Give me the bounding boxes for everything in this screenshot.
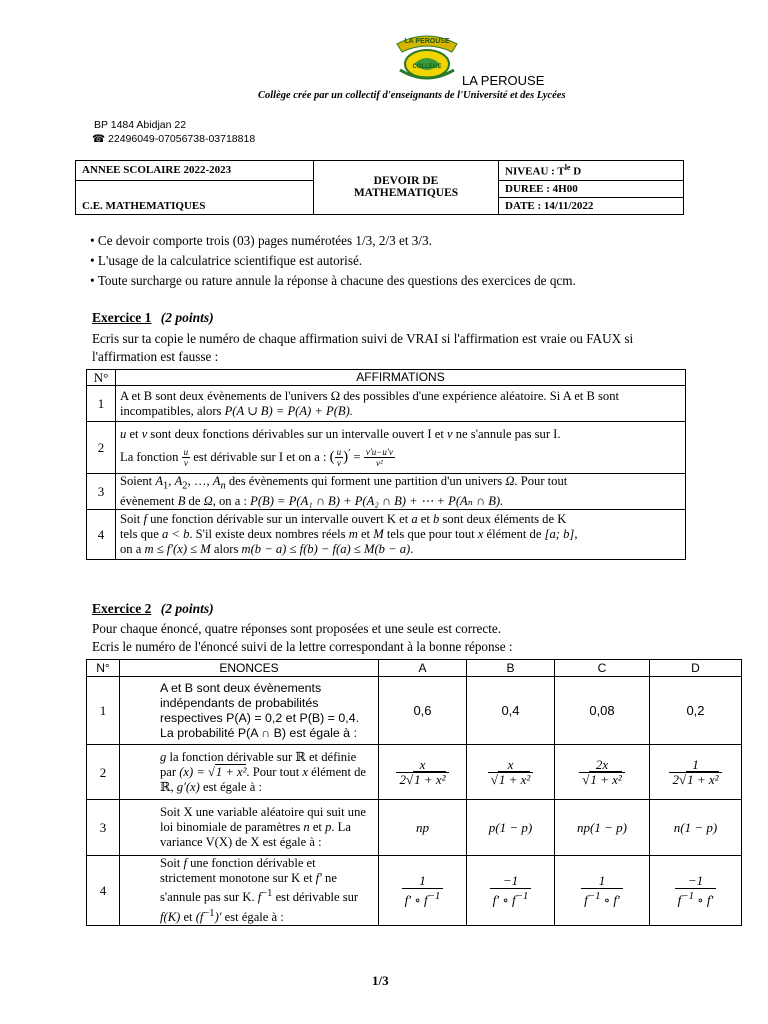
ex1-col-aff: AFFIRMATIONS (116, 370, 686, 386)
ex1-points: (2 points) (160, 310, 214, 325)
ex2-row-2-text: g la fonction dérivable sur ℝ et définie par (x) = √1 + x². Pour tout x élément de ℝ, g′(x) est égale à : (120, 745, 379, 800)
ex2-answer: 0,4 (467, 677, 555, 745)
address: BP 1484 Abidjan 22 (94, 119, 187, 131)
ex2-answer: p(1 − p) (467, 800, 555, 856)
ex2-answer: $\frac{-1}{f' \circ f^{-1}}$ (467, 856, 555, 926)
ex2-answer: $\frac{1}{f^{-1} \circ f'}$ (555, 856, 650, 926)
ex2-answer: 0,2 (650, 677, 742, 745)
phone-number: 22496049-07056738-03718818 (108, 133, 256, 145)
ex2-table (86, 659, 742, 926)
ex1-title-text: Exercice 1 (92, 310, 152, 325)
ex2-points: (2 points) (160, 601, 214, 616)
ex2-col-a: A (379, 660, 467, 677)
school-name: LA PEROUSE (462, 73, 545, 88)
ex2-row-4-text: Soit f une fonction dérivable et strictement monotone sur K et f′ ne s'annule pas sur K. $f^{-1}$ est dérivable sur f(K) et $(f^{-1})'$ est égale à : (120, 856, 379, 926)
niveau-end: D (570, 165, 582, 178)
exam-title-line2: MATHEMATIQUES (353, 187, 459, 200)
ex2-row-num: 1 (87, 677, 120, 745)
info-box (75, 160, 684, 215)
ex2-answer: np(1 − p) (555, 800, 650, 856)
exam-title (314, 161, 499, 215)
ex2-answer: 0,08 (555, 677, 650, 745)
ex2-row-1-text: A et B sont deux évènements indépendants de probabilités respectives P(A) = 0,2 et P(B) = 0,4. La probabilité P(A ∩ B) est égale à : (120, 677, 379, 745)
ex2-title (92, 601, 214, 617)
ex2-answer: 0,6 (379, 677, 467, 745)
ex2-row-num: 3 (87, 800, 120, 856)
ex1-row-num: 2 (87, 422, 116, 474)
ex2-col-enonces: ENONCES (120, 660, 379, 677)
instruction-item: • Ce devoir comporte trois (03) pages numérotées 1/3, 2/3 et 3/3. (90, 233, 432, 248)
instruction-item: • Toute surcharge ou rature annule la réponse à chacune des questions des exercices de qcm. (90, 273, 576, 288)
instructions (90, 231, 576, 291)
niveau (499, 161, 684, 181)
ex2-instruction-2: Ecris le numéro de l'énoncé suivi de la lettre correspondant à la bonne réponse : (92, 639, 513, 654)
ex2-answer: $\frac{2x}{\text{√1 + x²}}$ (555, 745, 650, 800)
ex1-row-3: Soient $A_1$, $A_2$, …, $A_n$ des évènements qui forment une partition d'un univers Ω. Pour tout évènement B de Ω, on a : P(B) = P(A₁ ∩ B) + P(A₂ ∩ B) + ⋯ + P(Aₙ ∩ B). (116, 474, 686, 510)
ex2-answer: $\frac{1}{\text{2√1 + x²}}$ (650, 745, 742, 800)
ex1-instruction: Ecris sur ta copie le numéro de chaque affirmation suivi de VRAI si l'affirmation est vraie ou FAUX si l'affirmation est fausse : (92, 331, 634, 364)
ex2-answer: n(1 − p) (650, 800, 742, 856)
school-logo (392, 30, 462, 82)
niveau-sup: le (564, 163, 571, 172)
phone-icon: ☎ (92, 133, 106, 145)
ex2-col-d: D (650, 660, 742, 677)
ex2-title-text: Exercice 2 (92, 601, 152, 616)
ex1-col-num: N° (87, 370, 116, 386)
ex2-answer: $\frac{x}{\text{√1 + x²}}$ (467, 745, 555, 800)
ex1-row-num: 3 (87, 474, 116, 510)
ex2-instruction-1: Pour chaque énoncé, quatre réponses sont proposées et une seule est correcte. (92, 621, 502, 636)
ex2-col-c: C (555, 660, 650, 677)
school-year: ANNEE SCOLAIRE 2022-2023 (76, 161, 314, 181)
logo-text-top: LA PEROUSE (404, 38, 450, 45)
ex2-answer: $\frac{-1}{f^{-1} \circ f'}$ (650, 856, 742, 926)
subject: C.E. MATHEMATIQUES (76, 180, 314, 214)
instruction-item: • L'usage de la calculatrice scientifique est autorisé. (90, 253, 363, 268)
ex2-col-num: N° (87, 660, 120, 677)
school-tagline: Collège crée par un collectif d'enseignants de l'Université et des Lycées (258, 90, 566, 101)
ex1-row-num: 4 (87, 510, 116, 560)
ex1-row-num: 1 (87, 386, 116, 422)
niveau-label: NIVEAU : T (505, 165, 565, 178)
ex1-row-4: Soit f une fonction dérivable sur un intervalle ouvert K et a et b sont deux éléments de K tels que a < b. S'il existe deux nombres réels m et M tels que pour tout x élément de [a; b], on a m ≤ f′(x) ≤ M alors m(b − a) ≤ f(b) − f(a) ≤ M(b − a). (116, 510, 686, 560)
phone-line (92, 133, 255, 145)
ex1-table (86, 369, 686, 560)
duree: DUREE : 4H00 (499, 180, 684, 197)
exam-title-line1: DEVOIR DE (373, 175, 439, 188)
ex2-answer: $\frac{x}{\text{2√1 + x²}}$ (379, 745, 467, 800)
ex2-row-num: 2 (87, 745, 120, 800)
page-number: 1/3 (372, 973, 389, 988)
ex1-row-1: A et B sont deux évènements de l'univers Ω des possibles d'une expérience aléatoire. Si A et B sont incompatibles, alors P(A ∪ B) = P(A) + P(B). (116, 386, 686, 422)
logo-text-bottom: COLLEGE (412, 64, 442, 70)
ex2-answer: np (379, 800, 467, 856)
ex1-row-2: u et v sont deux fonctions dérivables sur un intervalle ouvert I et v ne s'annule pas sur I. La fonction $\frac{u}{v}$ est dérivable sur I et on a : ( $\frac{u}{v}$ )′ = $\frac{v'u-u'v}{\text{v²}}$ (116, 422, 686, 474)
ex2-answer: $\frac{1}{f' \circ f^{-1}}$ (379, 856, 467, 926)
ex2-row-3-text: Soit X une variable aléatoire qui suit une loi binomiale de paramètres n et p. La variance V(X) de X est égale à : (120, 800, 379, 856)
ex1-title (92, 310, 214, 326)
date: DATE : 14/11/2022 (499, 197, 684, 214)
ex2-row-num: 4 (87, 856, 120, 926)
ex2-col-b: B (467, 660, 555, 677)
